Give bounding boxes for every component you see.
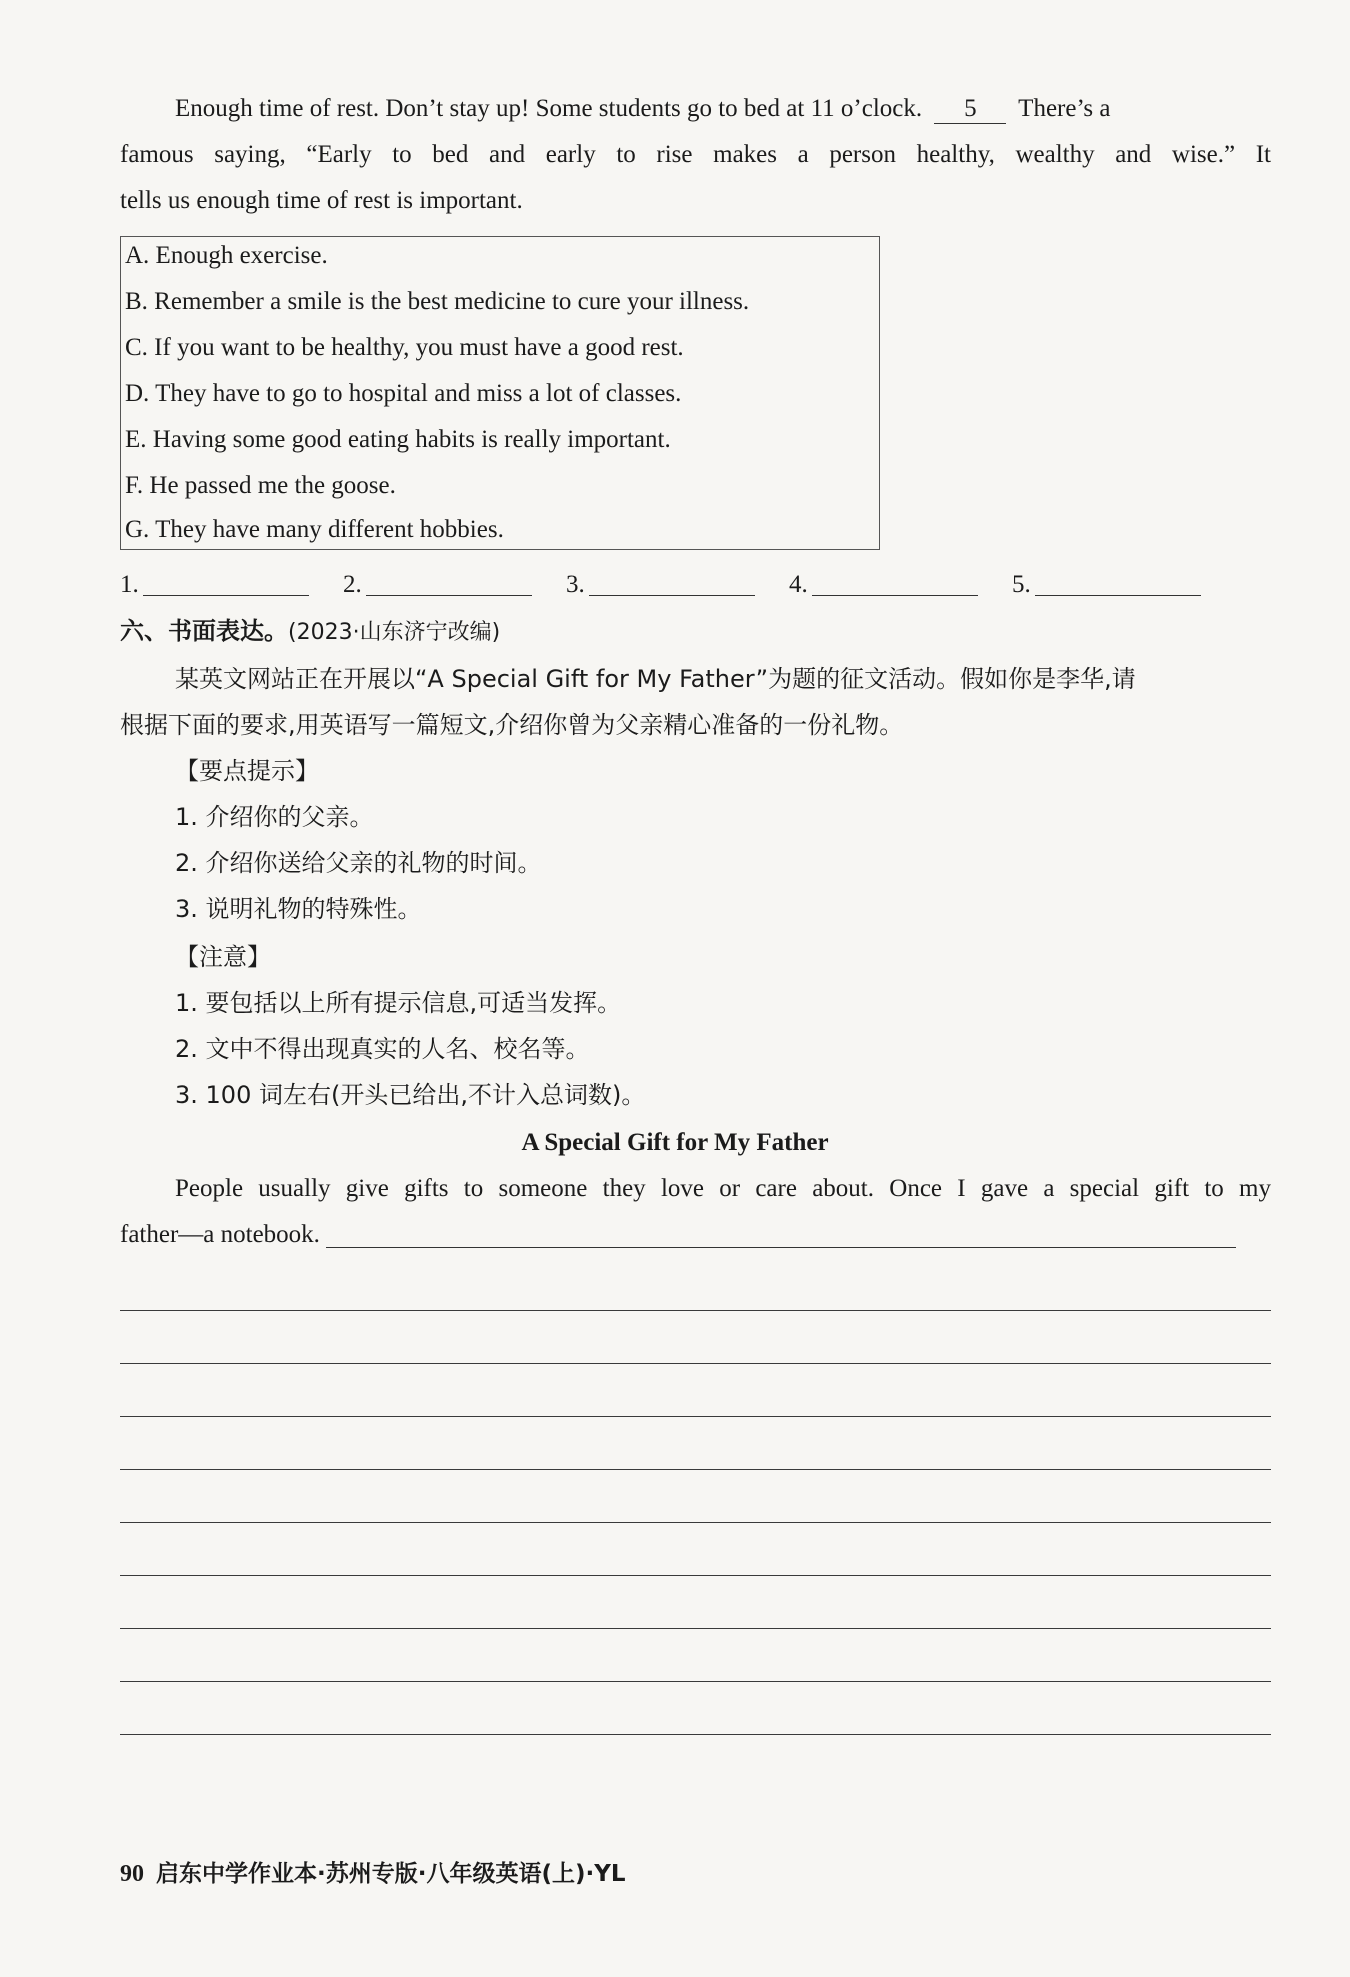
passage-line-1-tail: There’s a <box>1018 95 1111 122</box>
passage-line-3: tells us enough time of rest is important. <box>120 187 523 214</box>
option-f: F. He passed me the goose. <box>125 472 396 499</box>
options-box <box>120 236 880 550</box>
essay-line-1: People usually give gifts to someone they love or care about. Once I gave a special gift to my <box>175 1175 1271 1202</box>
writing-line-5[interactable] <box>120 1522 1271 1523</box>
writing-line-1[interactable] <box>120 1310 1271 1311</box>
passage-line-1-text: Enough time of rest. Don’t stay up! Some students go to bed at 11 o’clock. <box>175 95 923 122</box>
intro-line-2: 根据下面的要求,用英语写一篇短文,介绍你曾为父亲精心准备的一份礼物。 <box>120 711 904 739</box>
section-6-source: (2023·山东济宁改编) <box>288 620 501 645</box>
answer-5 <box>1012 568 1201 602</box>
note-3: 3. 100 词左右(开头已给出,不计入总词数)。 <box>175 1081 646 1109</box>
note-1: 1. 要包括以上所有提示信息,可适当发挥。 <box>175 989 622 1017</box>
writing-line-4[interactable] <box>120 1469 1271 1470</box>
option-a: A. Enough exercise. <box>125 242 328 269</box>
answer-5-label: 5. <box>1012 571 1031 598</box>
passage-line-2: famous saying, “Early to bed and early to rise makes a person healthy, wealthy and wise.” It <box>120 141 1271 168</box>
option-g: G. They have many different hobbies. <box>125 516 504 543</box>
book-title: 启东中学作业本·苏州专版·八年级英语(上)·YL <box>156 1861 626 1887</box>
writing-line-7[interactable] <box>120 1628 1271 1629</box>
option-e: E. Having some good eating habits is really important. <box>125 426 671 453</box>
answer-1-blank[interactable] <box>143 570 309 596</box>
point-3: 3. 说明礼物的特殊性。 <box>175 895 422 923</box>
points-title: 【要点提示】 <box>175 757 319 785</box>
page-number: 90 <box>120 1861 144 1887</box>
answer-1-label: 1. <box>120 571 139 598</box>
note-2: 2. 文中不得出现真实的人名、校名等。 <box>175 1035 590 1063</box>
answer-3 <box>566 568 755 602</box>
answer-2 <box>343 568 532 602</box>
notes-title: 【注意】 <box>175 943 271 971</box>
essay-line-2 <box>120 1216 1271 1254</box>
page-footer <box>120 1856 626 1892</box>
intro-line-1: 某英文网站正在开展以“A Special Gift for My Father”为题的征文活动。假如你是李华,请 <box>175 665 1136 693</box>
essay-line-2-text: father—a notebook. <box>120 1221 320 1248</box>
essay-writing-line-0[interactable] <box>326 1220 1236 1248</box>
writing-line-6[interactable] <box>120 1575 1271 1576</box>
passage-line-1 <box>175 90 1271 128</box>
option-d: D. They have to go to hospital and miss a lot of classes. <box>125 380 682 407</box>
answer-4-label: 4. <box>789 571 808 598</box>
answer-5-blank[interactable] <box>1035 570 1201 596</box>
answer-4 <box>789 568 978 602</box>
answer-4-blank[interactable] <box>812 570 978 596</box>
option-b: B. Remember a smile is the best medicine to cure your illness. <box>125 288 750 315</box>
blank-5: 5 <box>934 95 1006 124</box>
answer-2-blank[interactable] <box>366 570 532 596</box>
writing-line-2[interactable] <box>120 1363 1271 1364</box>
writing-line-3[interactable] <box>120 1416 1271 1417</box>
answer-3-blank[interactable] <box>589 570 755 596</box>
essay-title: A Special Gift for My Father <box>521 1129 829 1156</box>
writing-line-9[interactable] <box>120 1734 1271 1735</box>
answer-3-label: 3. <box>566 571 585 598</box>
section-6-heading: 六、书面表达。 <box>120 617 288 645</box>
section-6-heading-row <box>120 612 500 652</box>
point-1: 1. 介绍你的父亲。 <box>175 803 374 831</box>
answer-2-label: 2. <box>343 571 362 598</box>
option-c: C. If you want to be healthy, you must have a good rest. <box>125 334 684 361</box>
answer-1 <box>120 568 309 602</box>
writing-line-8[interactable] <box>120 1681 1271 1682</box>
point-2: 2. 介绍你送给父亲的礼物的时间。 <box>175 849 542 877</box>
